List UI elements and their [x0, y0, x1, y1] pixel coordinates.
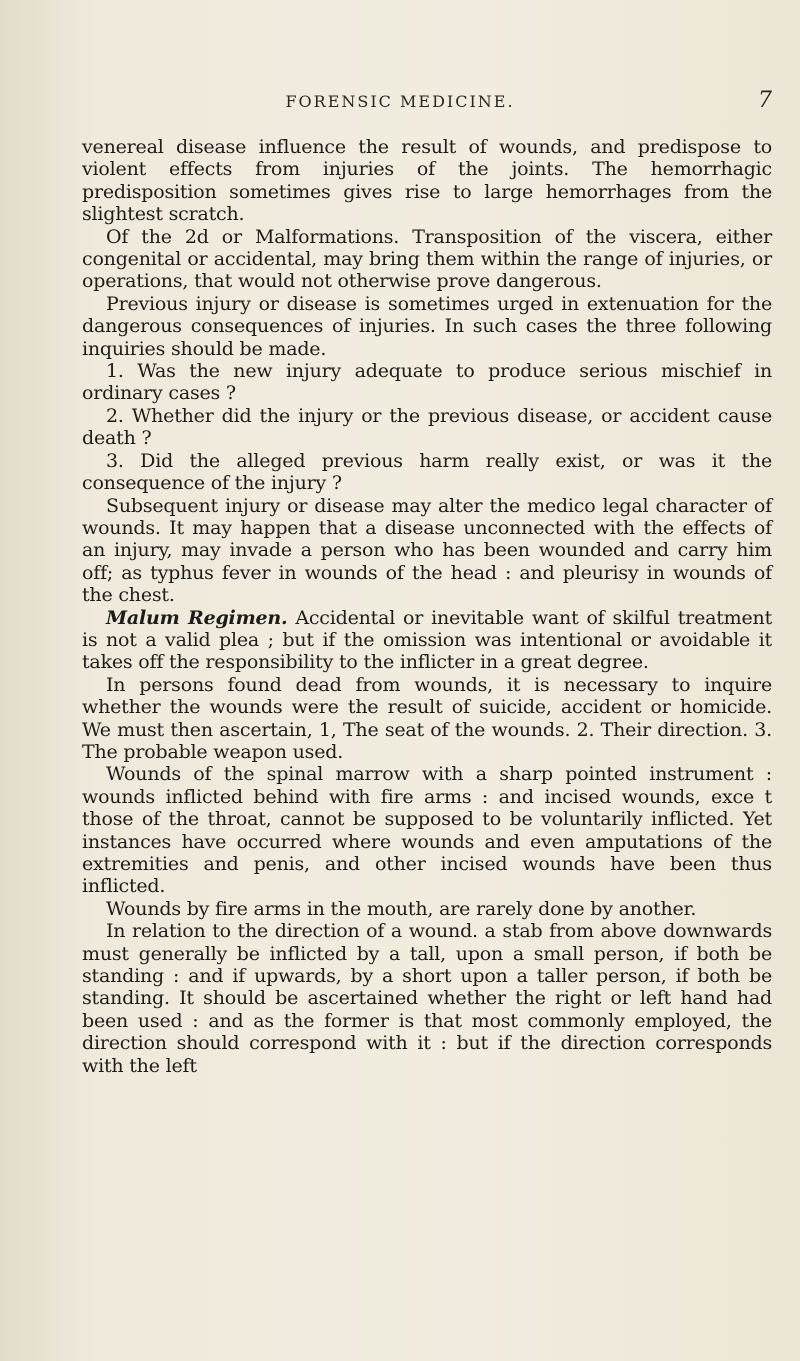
paragraph: venereal disease influence the result of wounds, and predispose to violent effects from injuries of the joints. The hemorrhagic predisposition sometimes gives rise to large hemorrhages from the slightest scratch. — [82, 136, 772, 226]
running-head: FORENSIC MEDICINE. — [285, 92, 515, 111]
section-lead: Malum Regimen. — [106, 606, 288, 629]
numbered-inquiry: 1. Was the new injury adequate to produce serious mischief in ordinary cases ? — [82, 360, 772, 405]
paragraph: In relation to the direction of a wound. a stab from above downwards must generally be inflicted by a tall, upon a small person, if both be standing : and if upwards, by a short upon a taller person, if both be standing. It should be ascertained whether the right or left hand had been used : and as the former is that most commonly employed, the direction should correspond with it : but if the direction corresponds with the left — [82, 920, 772, 1077]
paragraph-malum-regimen — [82, 607, 772, 674]
paragraph: Subsequent injury or disease may alter the medico legal character of wounds. It may happen that a disease unconnected with the effects of an injury, may invade a person who has been wounded and carry him off; as typhus fever in wounds of the head : and pleurisy in wounds of the chest. — [82, 494, 772, 607]
numbered-inquiry: 2. Whether did the injury or the previous disease, or accident cause death ? — [82, 404, 772, 450]
paragraph: In persons found dead from wounds, it is necessary to inquire whether the wounds were the result of suicide, accident or homicide. We must then ascertain, 1, The seat of the wounds. 2. Their direction. 3. The probable weapon used. — [82, 673, 772, 763]
paragraph-text: Accidental or inevitable want of skilful treatment is not a valid plea ; but if the omission was intentional or avoidable it takes off the responsibility to the inflicter in a great degree. — [82, 606, 773, 674]
numbered-inquiry: 3. Did the alleged previous harm really exist, or was it the consequence of the injury ? — [82, 449, 772, 495]
page-header — [0, 88, 800, 122]
paragraph: Wounds of the spinal marrow with a sharp pointed instrument : wounds inflicted behind with fire arms : and incised wounds, exce t those of the throat, cannot be supposed to be voluntarily inflicted. Yet instances have occurred where wounds and even amputations of the extremities and penis, and other incised wounds have been thus inflicted. — [82, 763, 772, 898]
page-number: 7 — [758, 88, 772, 113]
paragraph: Previous injury or disease is sometimes urged in extenuation for the dangerous consequences of injuries. In such cases the three following inquiries should be made. — [82, 292, 772, 360]
body-text — [82, 136, 772, 1077]
paragraph: Of the 2d or Malformations. Transposition of the viscera, either congenital or accidental, may bring them within the range of injuries, or operations, that would not otherwise prove dangerous. — [82, 225, 772, 293]
paragraph: Wounds by fire arms in the mouth, are rarely done by another. — [106, 897, 697, 920]
